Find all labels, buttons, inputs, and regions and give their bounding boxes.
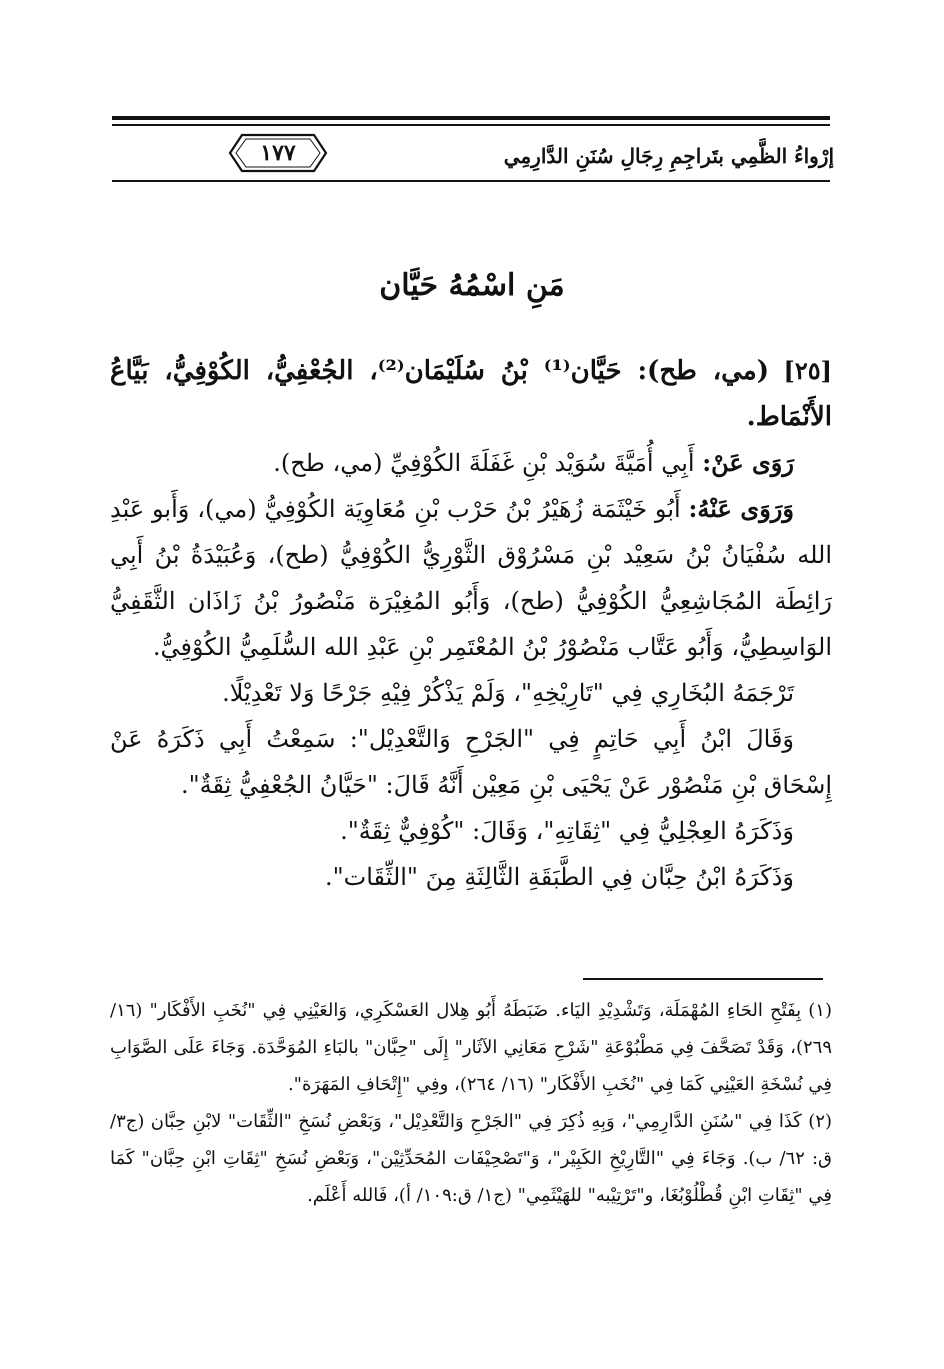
entry-name-line: (مي، طح): حَيَّان⁽¹⁾ بْنُ سُلَيْمَان⁽²⁾، الجُعْفِيُّ، الكُوْفِيُّ، بَيَّاعُ الأَنْمَاط. <box>110 356 832 432</box>
running-header-title: إرْواءُ الظَّمِي بتَراجِمِ رِجَالِ سُنَنِ الدَّارِمِي <box>503 144 834 168</box>
footnote-2-number: (٢) <box>808 1111 833 1132</box>
footnote-separator <box>583 978 823 980</box>
ijli-paragraph: وَذَكَرَهُ العِجْلِيُّ فِي "ثِقَاتِهِ"، وَقَالَ: "كُوْفِيٌّ ثِقَةٌ". <box>340 817 794 845</box>
header-rule-thin <box>112 124 830 126</box>
footnote-1 <box>110 992 832 1103</box>
footnote-2 <box>110 1103 832 1214</box>
biography-entry <box>110 348 832 900</box>
narrated-from-label: رَوَى عَنْ: <box>702 448 794 477</box>
header-rule-thick <box>112 116 830 120</box>
page-number: ١٧٧ <box>260 140 296 166</box>
footnotes <box>110 992 832 1214</box>
narrated-from-paragraph <box>110 440 832 486</box>
ibn-hibban-paragraph: وَذَكَرَهُ ابْنُ حِبَّان فِي الطَّبَقَةِ الثَّالِثَةِ مِنَ "الثِّقَات". <box>324 863 794 891</box>
narrated-by-paragraph <box>110 486 832 670</box>
narrated-from-text: أَبِي أُمَيَّةَ سُوَيْد بْنِ غَفَلَةَ الكُوْفِيِّ (مي، طح). <box>273 449 695 477</box>
section-title: مَنِ اسْمُهُ حَيَّان <box>379 268 565 303</box>
narrated-by-text: أَبُو خَيْثَمَة زُهَيْرُ بْنُ حَرْب بْنِ مُعَاوِيَة الكُوْفِيُّ (مي)، وَأَبو عَبْدِ الله سُفْيَانُ بْنُ سَعِيْد بْنِ مَسْرُوْق الثَّوْرِيُّ الكُوْفِيُّ (طح)، وَعُبَيْدَةُ بْنُ أَبِي رَائِطَة المُجَاشِعِيُّ الكُوْفِيُّ (طح)، وَأَبُو المُغِيْرَة مَنْصُورُ بْنُ زَاذَان الثَّقَفِيُّ الوَاسِطِيُّ، وَأَبُو عَتَّاب مَنْصُوْرُ بْنُ المُعْتَمِر بْنِ عَبْدِ الله السُّلَمِيُّ الكُوْفِيُّ. <box>110 495 832 661</box>
header-rule-bottom <box>112 180 830 182</box>
page-number-frame <box>228 133 328 173</box>
footnote-2-text: كَذَا فِي "سُنَنِ الدَّارِمِي"، وَبِهِ ذُكِرَ فِي "الجَرْحِ وَالتَّعْدِيْل"، وَبَعْضِ نُسَخِ "الثِّقَات" لابْنِ حِبَّان (ج٣/ ق: ٦٢/ ب). وَجَاءَ فِي "التَّارِيْخِ الكَبِيْر"، وَ"تَصْحِيْفَات المُحَدِّثِيْن"، وَبَعْضِ نُسَخِ "ثِقَاتِ ابْنِ حِبَّان" كَمَا فِي "ثِقَاتِ ابْنِ قُطْلُوْبُغَا، و"تَرْتِيْبه" للهَيْثَمِي" (ج١/ ق:١٠٩/ أ)، فَالله أَعْلَم. <box>110 1111 832 1206</box>
narrated-by-label: وَرَوَى عَنْهُ: <box>688 494 794 523</box>
ibn-abi-hatim-paragraph: وَقَالَ ابْنُ أَبِي حَاتِمٍ فِي "الجَرْحِ وَالتَّعْدِيْل": سَمِعْتُ أَبِي ذَكَرَهُ عَنْ إِسْحَاق بْنِ مَنْصُوْر عَنْ يَحْيَى بْنِ مَعِيْن أَنَّهُ قَالَ: "حَيَّانُ الجُعْفِيُّ ثِقَةٌ". <box>110 725 832 799</box>
entry-number: [٢٥] <box>783 356 833 385</box>
entry-heading <box>110 348 832 440</box>
footnote-1-text: بِفَتْحِ الحَاءِ المُهْمَلَة، وَتَشْدِيْدِ اليَاء. ضَبَطَهُ أَبُو هِلال العَسْكَرِي، وَالعَيْنِي فِي "نُخَبِ الأَفْكَار" (١٦/ ٢٦٩)، وَقَدْ تَصَحَّفَ فِي مَطْبُوْعَةِ "شَرْحِ مَعَانِي الآثَار" إِلَى "حِبَّان" بالبَاءِ المُوَحَّدَة. وَجَاءَ عَلَى الصَّوَابِ فِي نُسْخَةِ العَيْنِي كَمَا فِي "نُخَبِ الأَفْكَار" (١٦/ ٢٦٤)، وفِي "إِتْحَافِ المَهَرَة". <box>110 1000 832 1095</box>
bukhari-paragraph: تَرْجَمَهُ البُخَارِي فِي "تَارِيْخِهِ"، وَلَمْ يَذْكُرْ فِيْهِ جَرْحًا وَلا تَعْدِيْلًا. <box>222 679 794 707</box>
footnote-1-number: (١) <box>808 1000 832 1021</box>
